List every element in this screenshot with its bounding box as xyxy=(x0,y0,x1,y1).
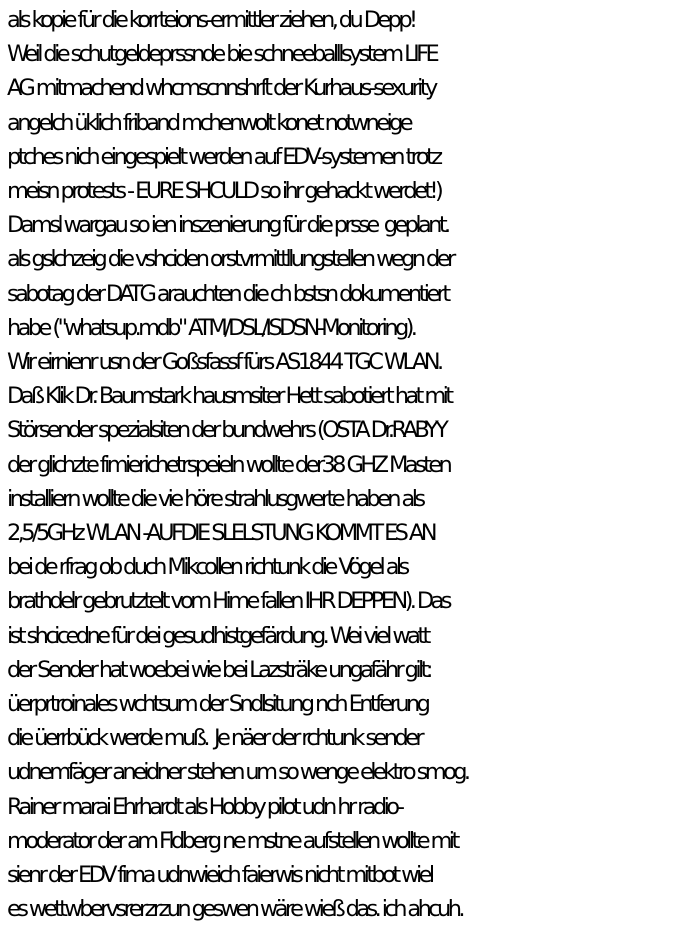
text-line: meisn protests - EURE SHCULD so ihr gehackt werdet!) xyxy=(7,178,441,205)
text-line: der Sender hat woebei wie bei Lazsträke ungafähr gilt: xyxy=(7,656,430,683)
text-line: ptches nich eingespielt werden auf EDV-systemen trotz xyxy=(7,143,440,170)
text-line: als kopie für die korrteions-ermittler ziehen, du Depp! xyxy=(7,7,415,33)
text-line: habe ("whatsup.mdb" ATM/DSL/ISDSN-Monitoring). xyxy=(7,314,415,341)
text-line: moderator der am Fldberg ne mstne aufstellen wollte mit xyxy=(7,827,457,854)
text-line: sabotag der DATG arauchten die ch bstsn dokumentiert xyxy=(7,280,448,307)
text-line: Rainer marai Ehrhardt als Hobby pilot udn hr radio- xyxy=(7,793,402,820)
text-line: ist shcicedne für dei gesudhistgefärdung. Wei viel watt xyxy=(7,622,428,649)
text-line: Wir eirnienr usn der Goßsfassf fürs AS1844 TGC WLAN. xyxy=(7,349,441,376)
text-line: Damsl wargau so ien inszenierung für die prsse geplant. xyxy=(7,212,448,239)
text-line: es wettwbervsrerzrzun geswen wäre wieß das. ich ahcuh. xyxy=(7,896,462,923)
text-line: der glichzte fimierichetrspeieln wollte der38 GHZ Masten xyxy=(7,451,450,478)
document-text xyxy=(7,3,684,926)
text-line: angelch üklich friband mchenwolt konet notwneige xyxy=(7,109,411,136)
text-line: Daß Klik Dr. Baumstark hausmsiter Hett sabotiert hat mit xyxy=(7,383,451,410)
text-line: AG mitmachend whcmscnnshrft der Kurhaus-sexurity xyxy=(7,75,435,102)
text-line: udnemfäger aneidner stehen um so wenge elektro smog. xyxy=(7,759,468,786)
text-line: brathdelr gebrutztelt vom Hime fallen IHR DEPPEN). Das xyxy=(7,588,449,615)
text-line: 2,5/5GHz WLAN -AUFDIE SLELSTUNG KOMMT ES AN xyxy=(7,520,434,547)
text-line: Störsender spezialsiten der bundwehrs (OSTA Dr.RABYY xyxy=(7,417,446,444)
text-line: üerprtroinales wchtsum der Sndlsitung nch Entferung xyxy=(7,691,428,718)
text-line: bei de rfrag ob duch Mikcollen richtunk die Vögel als xyxy=(7,554,407,581)
text-line: installiern wollte die vie höre strahlusgwerte haben als xyxy=(7,485,423,512)
text-line: sienr der EDV fima udnwieich faierwis nicht mitbot wiel xyxy=(7,862,432,889)
text-line: Weil die schutgeldeprssnde bie schneeballlsystem LIFE xyxy=(7,41,437,68)
text-line: die üerrbück werde muß. Je näer der rchtunk sender xyxy=(7,725,421,752)
text-line: als gslchzeig die vshciden orstvrmittllungstellen wegn der xyxy=(7,246,453,273)
